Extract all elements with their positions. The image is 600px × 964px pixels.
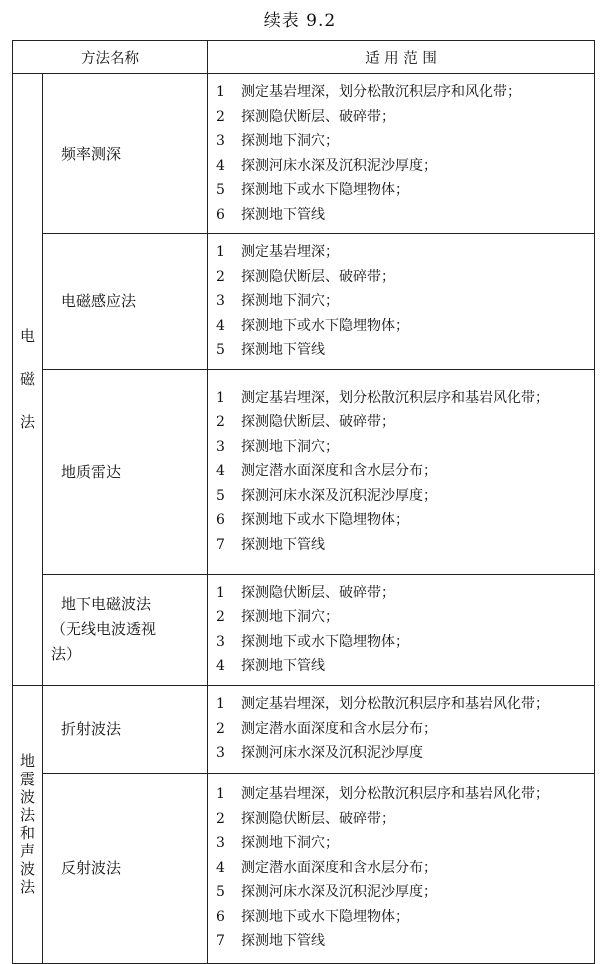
category-char: 震: [19, 770, 35, 788]
item-number: 4: [216, 658, 225, 674]
item-text: 探测地下管线: [241, 536, 325, 553]
category-char: 地: [19, 752, 35, 770]
category-char: 波: [19, 788, 35, 806]
item-number: 3: [216, 133, 225, 149]
method-name: [43, 369, 208, 574]
scope-item: [216, 178, 594, 203]
category-char: 电: [19, 327, 35, 346]
item-number: 7: [216, 933, 225, 950]
method-name-line: 电磁感应法: [61, 292, 137, 311]
item-number: 1: [216, 584, 225, 601]
category-cell-em: [13, 74, 43, 686]
item-text: 探测河床水深及沉积泥沙厚度；: [241, 157, 437, 174]
item-text: 探测河床水深及沉积泥沙厚度；: [241, 487, 437, 504]
scope-item: [216, 129, 594, 154]
scope-item: [216, 630, 594, 655]
scope-item: [216, 459, 594, 484]
item-number: 3: [216, 293, 225, 309]
category-char: 和: [19, 824, 35, 842]
item-text: 探测地下洞穴；: [241, 835, 339, 852]
category-char: 法: [19, 806, 35, 824]
item-number: 2: [216, 414, 225, 431]
scope-item: [216, 338, 594, 363]
item-number: 1: [216, 389, 225, 406]
item-text: 探测隐伏断层、破碎带；: [241, 108, 395, 125]
item-number: 5: [216, 884, 225, 901]
scope-item: [216, 80, 594, 105]
item-number: 2: [216, 268, 225, 285]
item-text: 测定潜水面深度和含水层分布；: [241, 463, 437, 480]
item-text: 探测地下或水下隐埋物体；: [241, 633, 409, 650]
item-number: 4: [216, 317, 225, 334]
table-row: [13, 685, 595, 773]
header-scope: 适 用 范 围: [208, 41, 595, 74]
scope-cell: [208, 74, 595, 234]
item-number: 3: [216, 835, 225, 852]
item-number: 2: [216, 609, 225, 625]
scope-item: [216, 289, 594, 314]
item-text: 探测地下或水下隐埋物体；: [241, 317, 409, 334]
scope-item: [216, 654, 594, 679]
item-number: 5: [216, 342, 225, 358]
item-text: 测定潜水面深度和含水层分布；: [241, 859, 437, 876]
method-name: [43, 74, 208, 234]
scope-item: [216, 831, 594, 856]
item-number: 5: [216, 182, 225, 198]
scope-item: [216, 314, 594, 339]
scope-item: [216, 484, 594, 509]
category-cell-seismic: [13, 685, 43, 963]
scope-item: [216, 435, 594, 460]
item-number: 2: [216, 108, 225, 125]
category-char: 法: [19, 413, 35, 432]
item-text: 探测隐伏断层、破碎带；: [241, 414, 395, 431]
item-number: 2: [216, 810, 225, 827]
scope-item: [216, 929, 594, 954]
scope-item: [216, 717, 594, 742]
item-text: 测定基岩埋深，划分松散沉积层序和基岩风化带；: [241, 786, 549, 803]
scope-item: [216, 605, 594, 630]
item-number: 4: [216, 157, 225, 174]
scope-item: [216, 386, 594, 411]
item-text: 探测河床水深及沉积泥沙厚度；: [241, 884, 437, 901]
method-name: [43, 685, 208, 773]
item-text: 探测地下管线: [241, 342, 325, 358]
category-char: 波: [19, 860, 35, 878]
scope-item: [216, 741, 594, 766]
item-text: 测定基岩埋深，划分松散沉积层序和基岩风化带；: [241, 389, 549, 406]
item-number: 7: [216, 536, 225, 553]
method-name-line: （无线电波透视: [51, 620, 157, 638]
item-number: 1: [216, 84, 225, 100]
scope-item: [216, 240, 594, 265]
item-text: 测定基岩埋深，划分松散沉积层序和风化带；: [241, 84, 521, 100]
item-number: 2: [216, 720, 225, 737]
item-text: 测定基岩埋深，划分松散沉积层序和基岩风化带；: [241, 696, 549, 713]
table-row: [13, 74, 595, 234]
category-char: 法: [19, 878, 35, 896]
item-text: 探测地下管线: [241, 206, 325, 223]
item-number: 6: [216, 206, 225, 223]
scope-item: [216, 807, 594, 832]
item-text: 探测河床水深及沉积泥沙厚度: [241, 745, 423, 762]
item-text: 测定基岩埋深；: [241, 244, 339, 260]
method-name-line: 折射波法: [61, 720, 122, 738]
item-number: 4: [216, 463, 225, 480]
item-text: 探测隐伏断层、破碎带；: [241, 810, 395, 827]
method-name-line: 地下电磁波法: [61, 595, 152, 613]
item-text: 探测地下或水下隐埋物体；: [241, 512, 409, 529]
item-number: 4: [216, 859, 225, 876]
item-text: 探测地下管线: [241, 933, 325, 950]
method-name-line: 频率测深: [61, 144, 122, 163]
method-name: [43, 574, 208, 685]
item-text: 探测地下洞穴；: [241, 293, 339, 309]
scope-item: [216, 692, 594, 717]
scope-item: [216, 880, 594, 905]
item-text: 探测地下洞穴；: [241, 438, 339, 455]
table-row: [13, 773, 595, 963]
scope-cell: [208, 574, 595, 685]
methods-table: [12, 40, 595, 964]
item-number: 1: [216, 786, 225, 803]
scope-item: [216, 105, 594, 130]
item-number: 3: [216, 438, 225, 455]
item-text: 探测地下洞穴；: [241, 609, 339, 625]
scope-item: [216, 203, 594, 228]
category-char: 声: [19, 842, 35, 860]
scope-item: [216, 410, 594, 435]
item-text: 探测隐伏断层、破碎带；: [241, 268, 395, 285]
header-method: 方法名称: [13, 41, 208, 74]
item-text: 探测隐伏断层、破碎带；: [241, 584, 395, 601]
item-number: 3: [216, 745, 225, 762]
scope-item: [216, 533, 594, 558]
item-text: 探测地下洞穴；: [241, 133, 339, 149]
scope-item: [216, 508, 594, 533]
table-row: [13, 234, 595, 370]
method-name-line: 反射波法: [61, 859, 122, 877]
scope-item: [216, 782, 594, 807]
header-row: [13, 41, 595, 74]
item-text: 探测地下管线: [241, 658, 325, 674]
item-text: 探测地下或水下隐埋物体；: [241, 182, 409, 198]
item-number: 1: [216, 696, 225, 713]
scope-cell: [208, 685, 595, 773]
item-number: 1: [216, 244, 225, 260]
method-name-line: 地质雷达: [61, 462, 122, 481]
category-char: 磁: [19, 370, 35, 389]
table-row: [13, 574, 595, 685]
scope-cell: [208, 234, 595, 370]
scope-item: [216, 581, 594, 606]
item-text: 测定潜水面深度和含水层分布；: [241, 720, 437, 737]
scope-item: [216, 905, 594, 930]
scope-item: [216, 154, 594, 179]
item-text: 探测地下或水下隐埋物体；: [241, 908, 409, 925]
scope-cell: [208, 369, 595, 574]
method-name: [43, 773, 208, 963]
item-number: 3: [216, 633, 225, 650]
scope-item: [216, 265, 594, 290]
scope-item: [216, 856, 594, 881]
method-name: [43, 234, 208, 370]
item-number: 6: [216, 512, 225, 529]
table-row: [13, 369, 595, 574]
table-title: 续表 9.2: [263, 11, 337, 31]
scope-cell: [208, 773, 595, 963]
method-name-line: 法）: [51, 645, 82, 663]
item-number: 5: [216, 487, 225, 504]
item-number: 6: [216, 908, 225, 925]
